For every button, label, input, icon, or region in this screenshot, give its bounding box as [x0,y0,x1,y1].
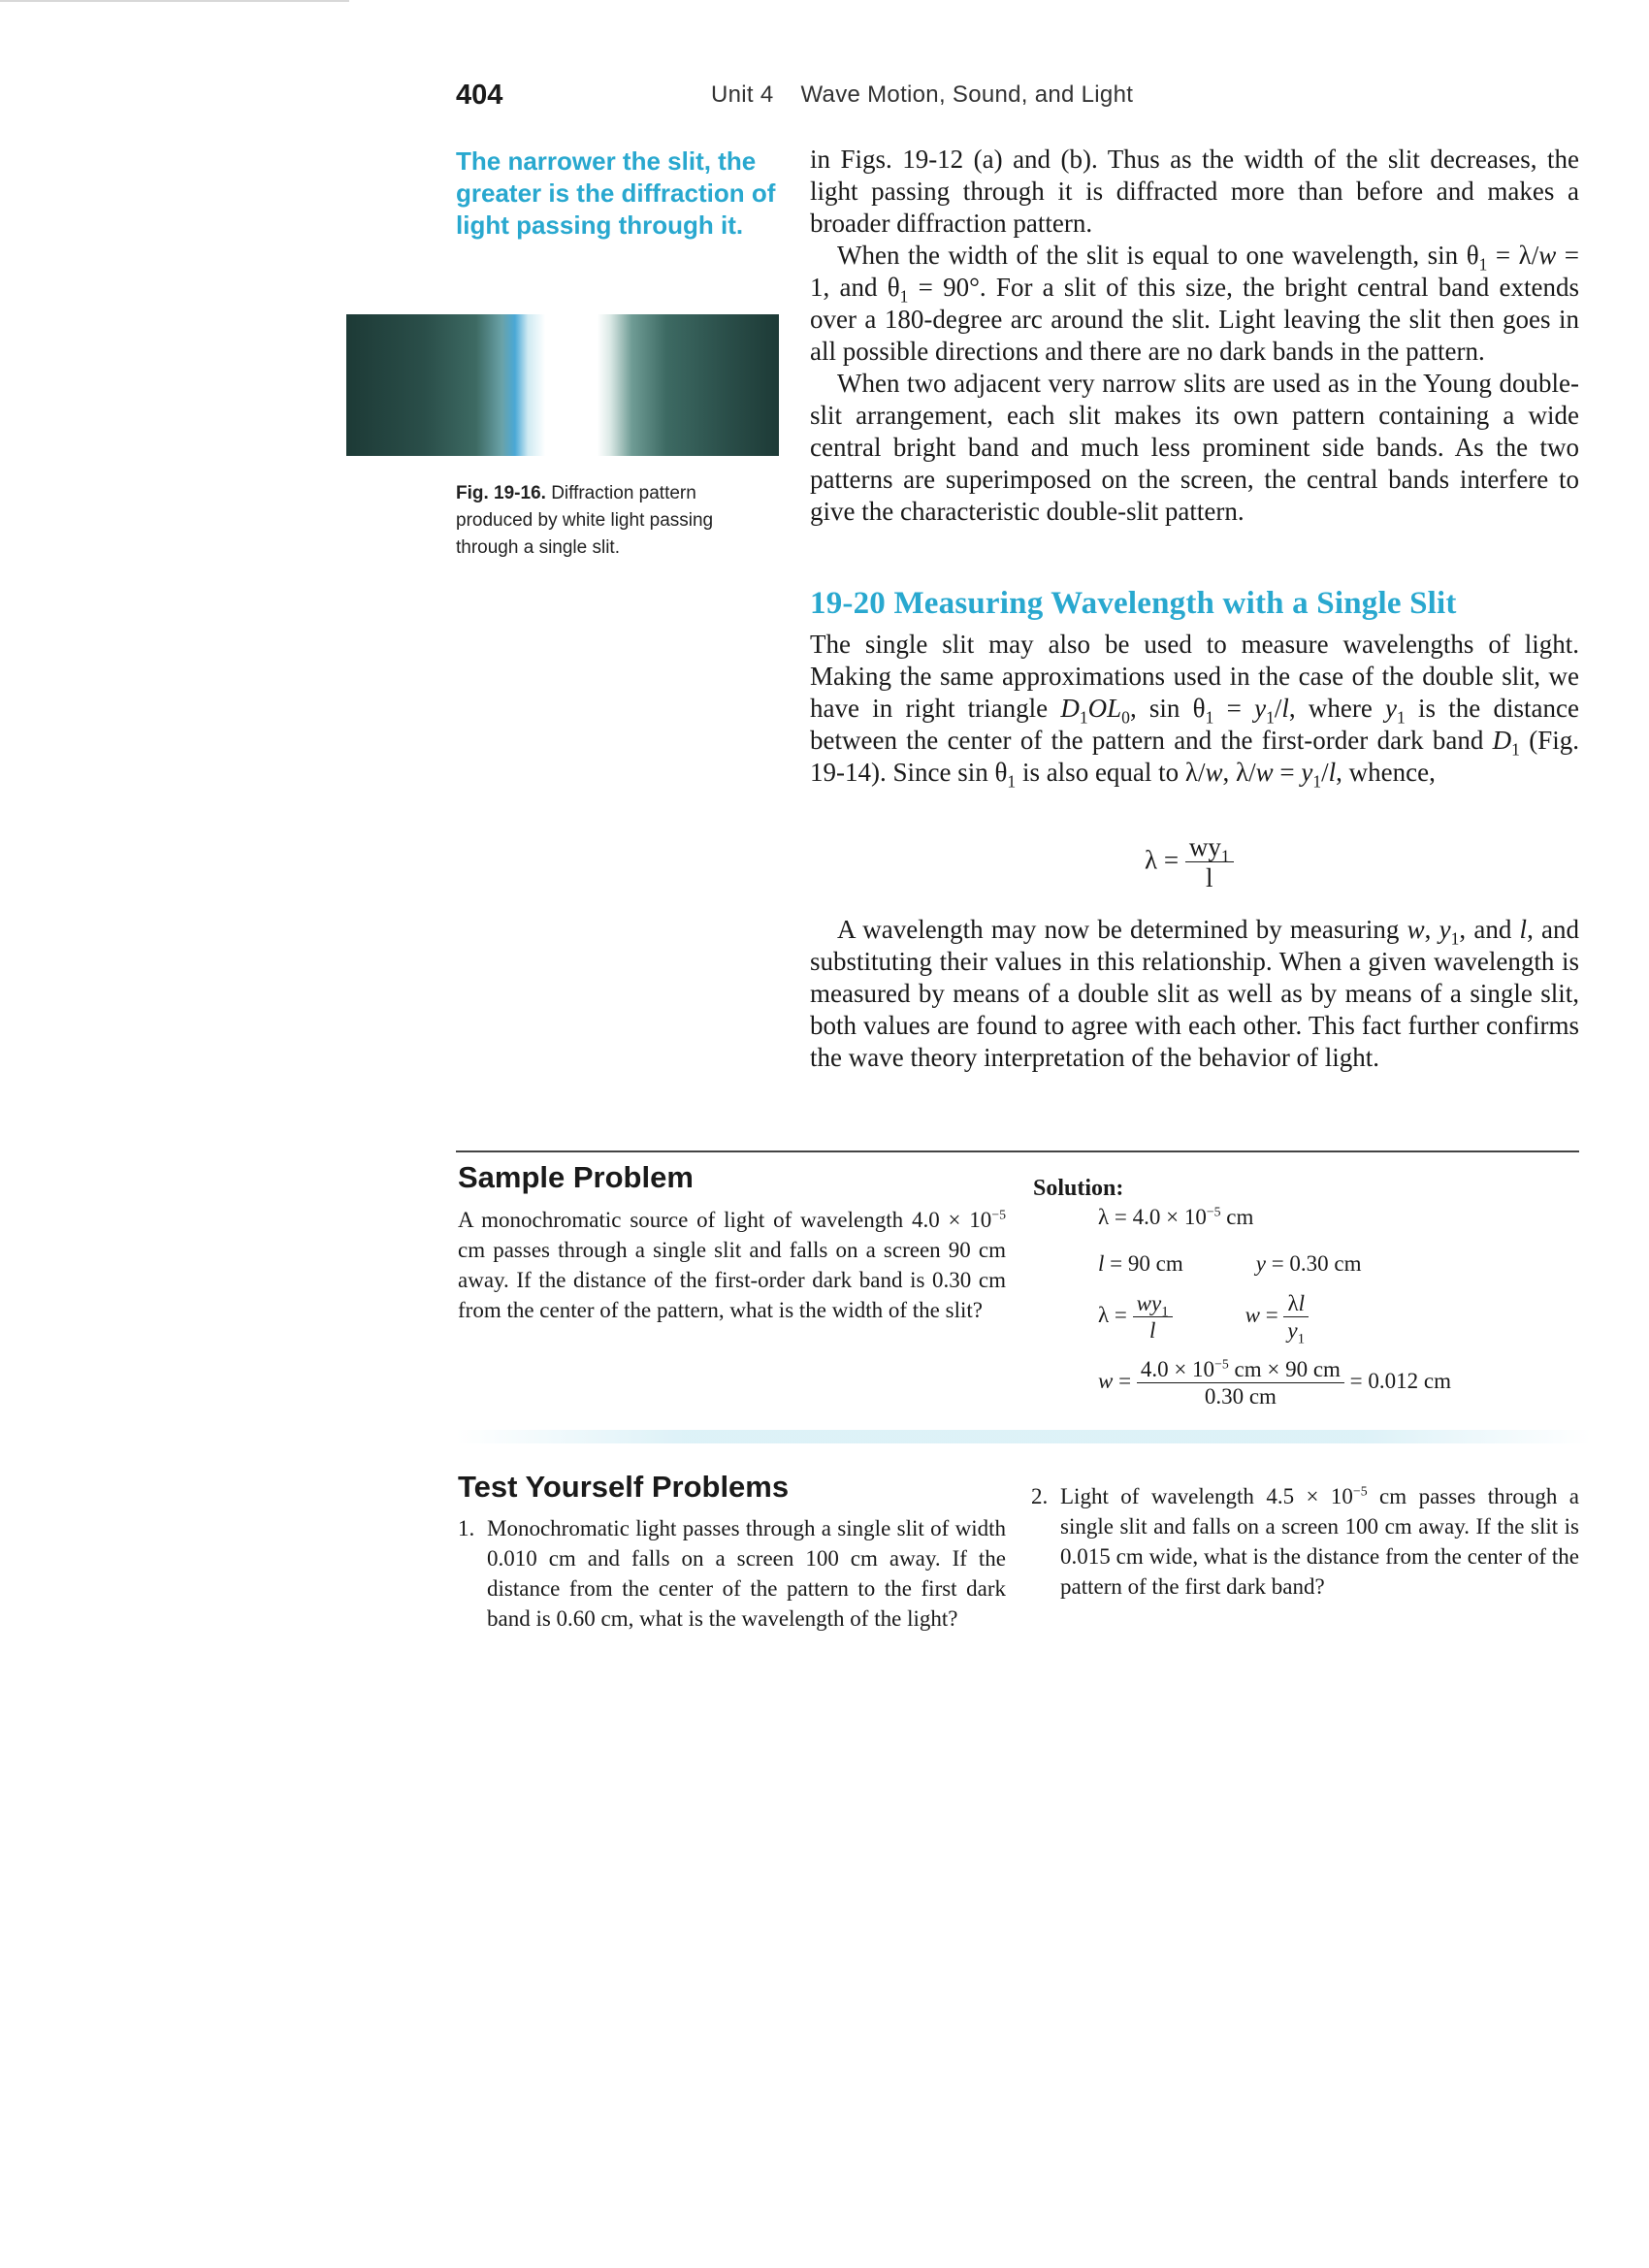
section-paragraph-2: A wavelength may now be determined by measuring w, $y_1$, and l, and substituting their values in this relationship. When a given wavelength is measured by means of a double slit as well as by means of a single slit, both values are found to agree with each other. This fact further confirms the wave theory interpretation of the behavior of light. [810,915,1580,1072]
body-text-upper [810,144,1579,528]
section-paragraph-1: The single slit may also be used to measure wavelengths of light. Making the same approximations used in the case of the double slit, we have in right triangle $D_1OL_0$, $\sin \theta_1 = y_1/l$, where $y_1$ is the distance between the center of the pattern and the first-order dark band $D_1$ (Fig. 19-14). Since $\sin \theta_1$ is also equal to λ/w, $\lambda/w = y_1/l$, whence, [810,630,1579,792]
solution-given-distances: l = 90 cm y = 0.30 cm [1098,1251,1362,1276]
running-header [711,81,1160,109]
figure-label: Fig. 19-16. [456,483,546,503]
solution-given-wavelength: $\lambda = 4.0 \times 10^{-5}$ cm [1098,1204,1254,1229]
test-yourself-title: Test Yourself Problems [458,1470,790,1504]
test-problem-2 [1031,1481,1579,1602]
solution-result: = 0.012 cm [1349,1368,1451,1393]
solution-formulas: λ = $\frac{wy_1}{l}$ w = $\frac{\lambda l}{y_1}$ [1098,1290,1309,1344]
formula-numerator: $wy_1$ [1185,832,1234,862]
unit-title: Wave Motion, Sound, and Light [800,81,1134,108]
section-title: 19-20 Measuring Wavelength with a Single Slit [810,586,1457,621]
test-problem-1 [458,1513,1006,1634]
sample-problem-text: A monochromatic source of light of wavelength $4.0 \times 10^{-5}$ cm passes through a single slit and falls on a screen 90 cm away. If the distance of the first-order dark band is 0.30 cm from the center of the pattern, what is the width of the slit? [458,1207,1006,1322]
problem-text: Light of wavelength $4.5 \times 10^{-5}$ cm passes through a single slit and falls on a screen 100 cm away. If the slit is 0.015 cm wide, what is the distance from the center of the pattern of the first dark band? [1060,1483,1579,1599]
tint-band [456,1430,1591,1443]
problem-number: 1. [458,1516,475,1540]
formula-fraction [1185,832,1234,893]
margin-note: The narrower the slit, the greater is the diffraction of light passing through it. [456,146,776,240]
figure-caption-text: Diffraction pattern produced by white light passing through a single slit. [456,483,714,558]
top-edge-line [0,0,349,2]
diffraction-band-gradient [346,314,779,456]
problem-text: Monochromatic light passes through a single slit of width 0.010 cm and falls on a screen 100 cm away. If the distance from the center of the pattern to the first dark band is 0.60 cm, what is the wavelength of the light? [487,1516,1006,1631]
body-paragraph-2: When the width of the slit is equal to one wavelength, $\sin \theta_1 = \lambda/w = 1$, and $\theta_1 = 90^\circ$. For a slit of this size, the bright central band extends over a 180-degree arc around the slit. Light leaving the slit then goes in all possible directions and there are no dark bands in the pattern. [810,241,1579,366]
body-paragraph-3: When two adjacent very narrow slits are used as in the Young double-slit arrangement, each slit makes its own pattern containing a wide central bright band and much less prominent side bands. As the two patterns are superimposed on the screen, the central bands interfere to give the characteristic double-slit pattern. [810,369,1579,526]
solution-calculation: w = $\frac{4.0 \times 10^{-5} cm \times 90 cm}{0.30 cm}$ = 0.012 cm [1098,1356,1451,1409]
wavelength-formula [1145,832,1234,893]
sample-problem-title: Sample Problem [458,1160,694,1194]
diffraction-pattern-image [346,314,779,456]
formula-lhs: λ = [1145,845,1180,875]
solution-label: Solution: [1033,1176,1124,1201]
formula-denominator: l [1205,863,1213,892]
body-paragraph-1: in Figs. 19-12 (a) and (b). Thus as the width of the slit decreases, the light passing through it is diffracted more than before and makes a broader diffraction pattern. [810,145,1579,238]
figure-caption [456,480,776,562]
unit-label: Unit 4 [711,81,774,108]
section-divider [456,1150,1579,1152]
page-number: 404 [456,80,503,111]
problem-number: 2. [1031,1484,1049,1508]
